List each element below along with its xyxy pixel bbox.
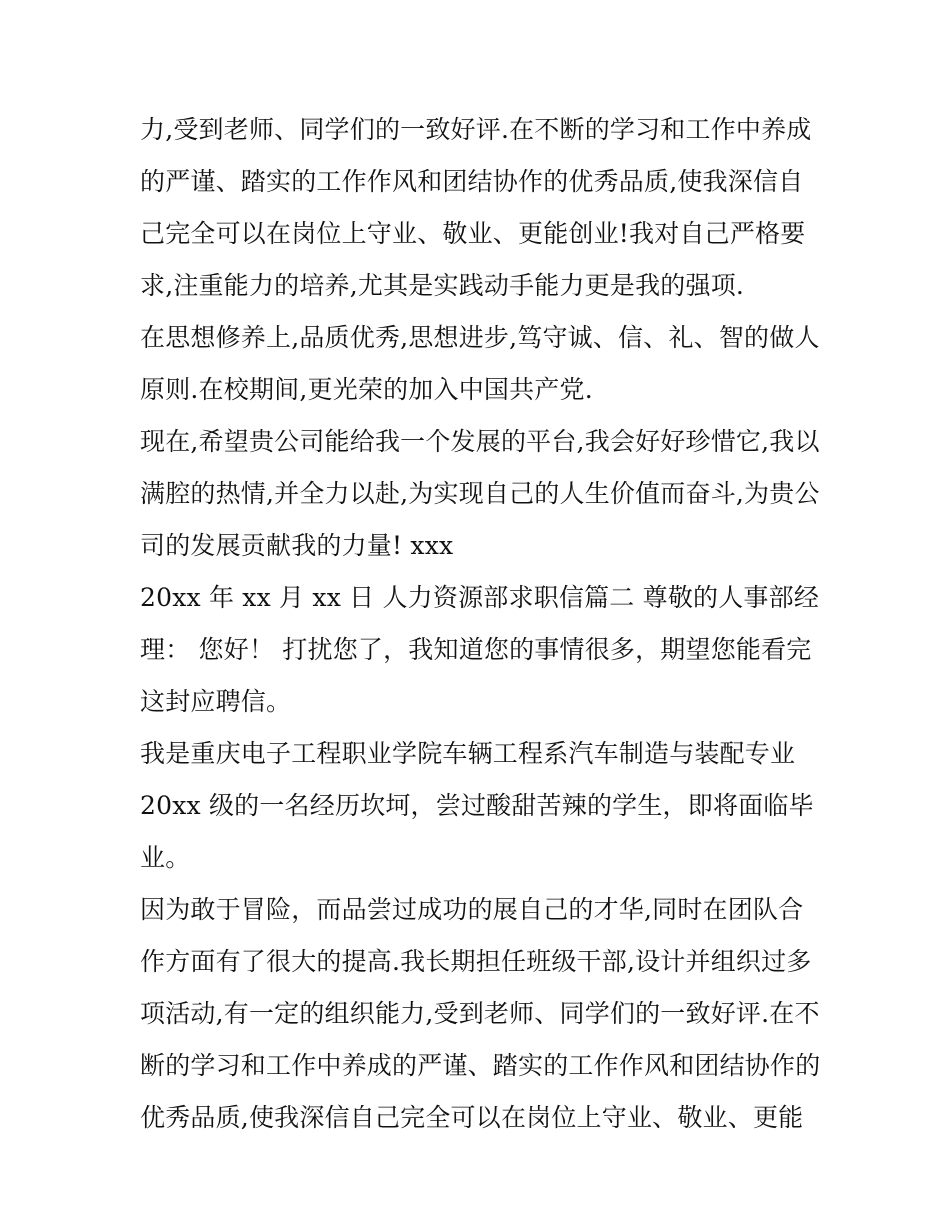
text-line: 这封应聘信。 <box>140 687 292 716</box>
text-line: 在思想修养上,品质优秀,思想进步,笃守诚、信、礼、智的做人 <box>140 323 820 352</box>
text-line: 力,受到老师、同学们的一致好评.在不断的学习和工作中养成 <box>140 115 812 144</box>
text-line: 我是重庆电子工程职业学院车辆工程系汽车制造与装配专业 <box>140 739 796 768</box>
text-line: 20xx 级的一名经历坎坷，尝过酸甜苦辣的学生，即将面临毕 <box>140 791 814 820</box>
text-line: 断的学习和工作中养成的严谨、踏实的工作作风和团结协作的 <box>140 1051 821 1080</box>
text-line: 原则.在校期间,更光荣的加入中国共产党. <box>140 375 593 404</box>
text-line: 己完全可以在岗位上守业、敬业、更能创业!我对自己严格要 <box>140 219 806 248</box>
text-line: 20xx 年 xx 月 xx 日 人力资源部求职信篇二 尊敬的人事部经 <box>140 583 820 612</box>
document-body <box>140 104 820 1144</box>
text-line: 作方面有了很大的提高.我长期担任班级干部,设计并组织过多 <box>140 947 812 976</box>
text-line: 司的发展贡献我的力量! xxx <box>140 531 454 560</box>
text-line: 满腔的热情,并全力以赴,为实现自己的人生价值而奋斗,为贵公 <box>140 479 820 508</box>
text-line: 业。 <box>140 843 191 872</box>
text-line: 项活动,有一定的组织能力,受到老师、同学们的一致好评.在不 <box>140 999 820 1028</box>
text-line: 的严谨、踏实的工作作风和团结协作的优秀品质,使我深信自 <box>140 167 804 196</box>
text-line: 理： 您好！ 打扰您了，我知道您的事情很多，期望您能看完 <box>140 635 812 664</box>
text-line: 优秀品质,使我深信自己完全可以在岗位上守业、敬业、更能 <box>140 1103 804 1132</box>
text-line: 现在,希望贵公司能给我一个发展的平台,我会好好珍惜它,我以 <box>140 427 820 456</box>
text-line: 求,注重能力的培养,尤其是实践动手能力更是我的强项. <box>140 271 745 300</box>
text-line: 因为敢于冒险，而品尝过成功的展自己的才华,同时在团队合 <box>140 895 804 924</box>
